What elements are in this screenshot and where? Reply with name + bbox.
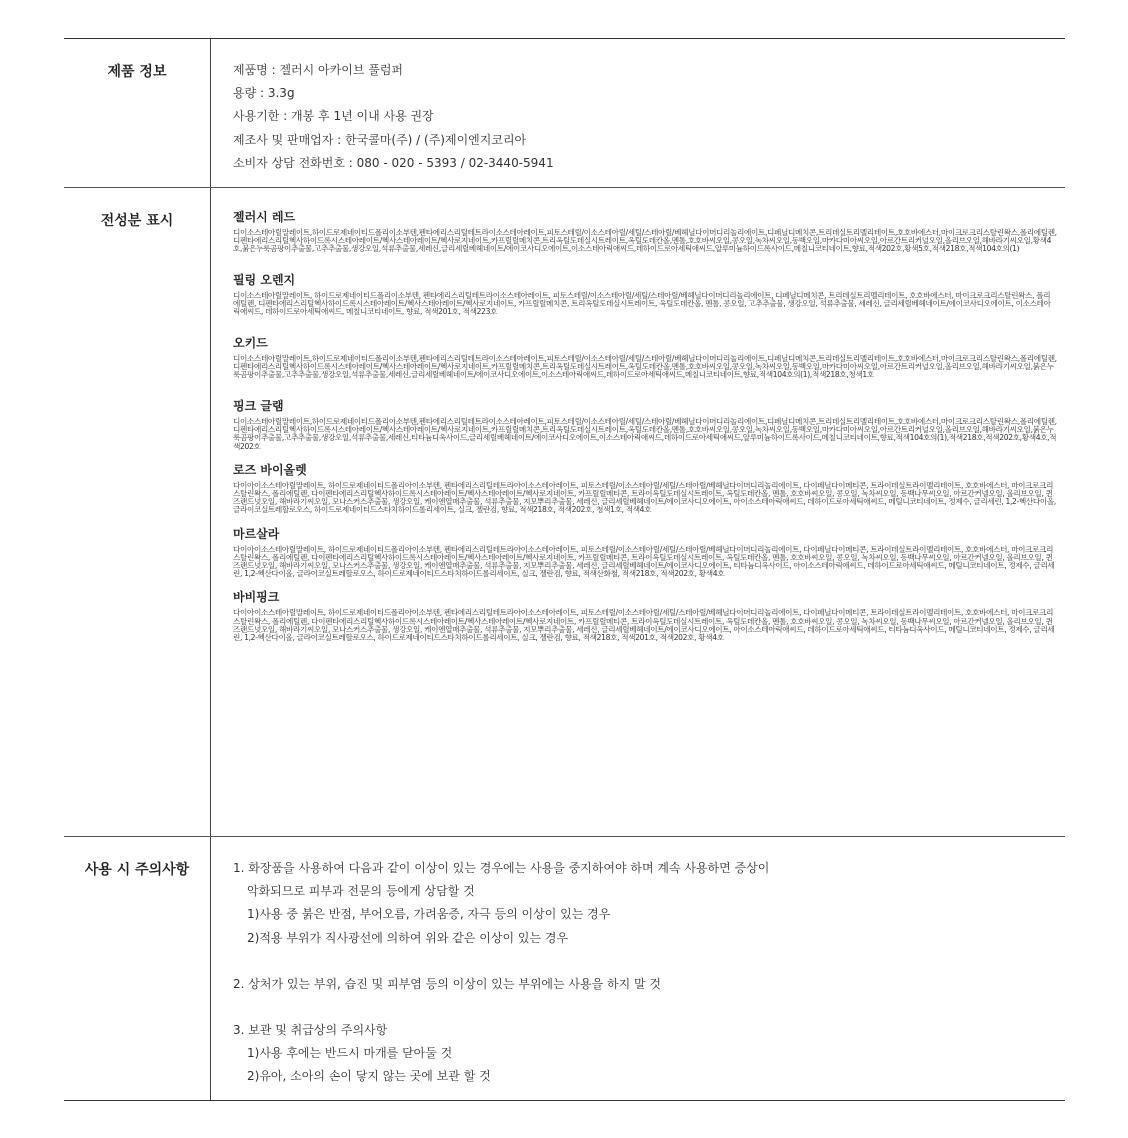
shade-ingredients: 다이아이소스테아릴말레이트, 하이드로제네이티드폴리아이소부텐, 펜타에리스리틸테트라아이소스테아레이트, 피토스테릴/이소스테아릴/세틸/스테아릴/베헤닐다이머디리놀리에이트, 다이페닐다이메티콘, 트라이데실트라이멜리테이트, 호호바에스터, 마이크로크리스탈린왁스, 폴리에틸렌, 다이펜타에리스리틸헥사하이드록시스테아레이트/헥사스테아레이트/헥사로지네이트, 카프릴릴메티콘, 트라이옥틸도데실시트레이트, 옥틸도데칸올, 멘톨, 호호바씨오일, 콩오일, 녹차씨오일, 동백나무씨오일, 아르간커넬오일, 올리브오일, 퀸즈랜드넛오일, 해바라기씨오일, 모나스커스추출물, 생강오일, 케이엔열매추출물, 석류추출물, 지모뿌리추출물, 세레신, 글리세릴베헤네이트/에이코사디오에이트, 아이소스테아릭애씨드, 데하이드로아세틱애씨드, 메틸니코티네이트, 정제수, 글리세린, 1,2-헥산다이올, 글라이코실트레할로오스, 하이드로제네이티드스타치하이드롤리세이트, 실크, 젤란검, 향료, 적색218호, 적색202호, 청색1호, 적색4호	[233, 480, 1056, 515]
ingredients-content	[211, 188, 1065, 836]
shade-name: 마르살라	[233, 526, 280, 541]
shade-name: 로즈 바이올렛	[233, 462, 307, 477]
caution-item-2: 2. 상처가 있는 부위, 습진 및 피부염 등의 이상이 있는 부위에는 사용을 하지 말 것	[233, 976, 662, 991]
product-name-line: 제품명 : 젤러시 아카이브 풀럼퍼	[233, 63, 403, 77]
shade-ingredients: 디이소스테아릴말레이트,하이드로제네이티드폴리이소부텐,펜타에리스리틸테트라이소스테아레이트,피토스테릴/이소스테아릴/세틸/스테아릴/베헤닐다이머디리놀리에이트,디페닐디메치콘,트리데실트리멜리테이트,호호바에스터,마이크로크리스탈린왁스,폴리에틸렌,디펜타에리스리틸헥사하이드록시스테아레이트/헥사스테아레이트/헥사로지네이트,카프릴릴메치콘,트리옥틸도데실시트레이트,옥틸도데칸올,멘톨,호호바씨오일,콩오일,녹차씨오일,동백오일,마카다미아씨오일,아르간트리커널오일,올리브오일,해바라기씨오일,붉은누룩곰팡이추출물,고추추출물,생강오일,석류추출물,세레신,글리세릴베헤네이트/에이코사디오에이트,이소스테아릭애씨드,데하이드로아세틱애씨드,메칠니코티네이트,향료,적색104호의(1),적색218호,청색1호	[233, 354, 1057, 380]
caution-item-1-sub-1: 1)사용 중 붉은 반점, 부어오름, 가려움증, 자극 등의 이상이 있는 경우	[247, 907, 611, 922]
spacer	[233, 950, 1057, 973]
shade-ingredients: 디이소스테아릴말레이트,하이드로제네이티드폴리이소부텐,펜타에리스리틸테트라이소스테아레이트,피토스테릴/이소스테아릴/세틸/스테아릴/베헤닐다이머디리놀리에이트,디페닐디메치콘,트리데실트리멜리테이트,호호바에스터,마이크로크리스탈린왁스,폴리에틸렌,디펜타에리스리틸헥사하이드록시스테아레이트/헥사스테아레이트/헥사로지네이트,카프릴릴메치콘,트리옥틸도데실시트레이트,옥틸도데칸올,멘톨,호호바씨오일,콩오일,녹차씨오일,동백오일,마카다미아씨오일,아르간트리커널오일,올리브오일,해바라기씨오일,붉은누룩곰팡이추출물,고추추출물,생강오일,석류추출물,세레신,티타늄디옥사이드,글리세릴베헤네이트/에이코사디오에이트,이소스테아릭애씨드,데하이드로아세틱애씨드,알루미늄하이드록사이드,메칠니코티네이트,향료,적색104호의(1),적색218호,적색202호,황색4호,적색202호	[233, 417, 1057, 451]
caution-item-3-sub-2: 2)유아, 소아의 손이 닿지 않는 곳에 보관 할 것	[247, 1069, 491, 1084]
product-info-table	[64, 38, 1065, 1101]
shade-name: 핑크 글램	[233, 399, 284, 413]
ingredients-label: 전성분 표시	[64, 188, 211, 836]
shade-name: 젤러시 레드	[233, 210, 296, 224]
caution-item-3-sub-1: 1)사용 후에는 반드시 마개를 닫아둘 것	[247, 1046, 453, 1061]
shade-name: 오키드	[233, 336, 268, 350]
ingredients-row	[64, 188, 1065, 837]
expiry-line: 사용기한 : 개봉 후 1년 이내 사용 권장	[233, 109, 434, 124]
cautions-label: 사용 시 주의사항	[64, 837, 211, 1100]
manufacturer-line: 제조사 및 판매업자 : 한국콜마(주) / (주)제이엔지코리아	[233, 132, 527, 147]
shade-ingredients: 다이아이소스테아릴말레이트, 하이드로제네이티드폴리아이소부텐, 펜타에리스리틸테트라아이소스테아레이트, 피토스테릴/이소스테아릴/세틸/스테아릴/베헤닐다이머디리놀리에이트, 다이페닐다이메티콘, 트라이데실트라이멜리테이트, 호호바에스터, 마이크로크리스탈린왁스, 폴리에틸렌, 다이펜타에리스리틸헥사하이드록시스테아레이트/헥사스테아레이트/헥사로지네이트, 카프릴릴메티콘, 트라이옥틸도데실시트레이트, 옥틸도데칸올, 멘톨, 호호바씨오일, 콩오일, 녹차씨오일, 동백나무씨오일, 아르간커넬오일, 올리브오일, 퀸즈랜드넛오일, 해바라기씨오일, 모나스커스추출물, 생강오일, 케이엔열매추출물, 석류추출물, 지모뿌리추출물, 세레신, 글리세릴베헤네이트/에이코사디오에이트, 아이소스테아릭애씨드, 데하이드로아세틱애씨드, 티타늄디옥사이드, 메틸니코티네이트, 정제수, 글리세린, 1,2-헥산다이올, 글라이코실트레할로오스, 하이드로제네이티드스타치하이드롤리세이트, 실크, 젤란검, 향료, 적색218호, 적색201호, 적색202호, 황색4호	[233, 608, 1055, 643]
caution-item-1-continuation: 악화되므로 피부과 전문의 등에게 상담할 것	[247, 884, 475, 899]
shade-block	[233, 209, 1057, 261]
shade-block	[233, 398, 1057, 451]
product-info-row	[64, 39, 1065, 188]
product-info-content	[211, 39, 1065, 187]
cautions-content	[211, 837, 1065, 1100]
shade-block	[233, 462, 1057, 515]
caution-item-1: 1. 화장품을 사용하여 다음과 같이 이상이 있는 경우에는 사용을 중지하여야 하며 계속 사용하면 증상이	[233, 861, 770, 875]
spacer	[233, 996, 1057, 1019]
shade-block	[233, 335, 1057, 387]
shade-name: 필링 오렌지	[233, 273, 296, 287]
shade-ingredients: 디이소스테아릴말레이트,하이드로제네이티드폴리이소부텐,펜타에리스리틸테트라이소스테아레이트,피토스테릴/이소스테아릴/세틸/스테아릴/베헤닐다이머디리놀리에이트,디페닐디메치콘,트리데실트리멜리테이트,호호바에스터,마이크로크리스탈린왁스,폴리에틸렌,디펜타에리스리틸헥사하이드록시스테아레이트/헥사스테아레이트/헥사로지네이트,카프릴릴메치콘,트리옥틸도데실시트레이트,옥틸도데칸올,멘톨,호호바씨오일,콩오일,녹차씨오일,동백오일,마카다미아씨오일,아르간트리커널오일,올리브오일,해바라기씨오일,황색4호,붉은누룩곰팡이추출물,고추추출물,생강오일,석류추출물,세레신,글리세릴베헤네이트/에이코사디오에이트,이소스테아릭애씨드,데하이드로아세틱애씨드,알루미늄하이드록사이드,메칠니코티네이트,향료,적색202호,황색5호,적색218호,적색104호의(1)	[233, 228, 1057, 254]
shade-ingredients: 디이소스테아릴말레이트, 하이드로제네이티드폴리이소부텐, 펜타에리스리틸테트라이소스테아레이트, 피토스테릴/이소스테아릴/세틸/스테아릴/베헤닐다이머디리놀리에이트, 디페닐디메치콘, 트리데실트리멜리테이트, 호호바에스터, 마이크로크리스탈린왁스, 폴리에틸렌, 디펜타에리스리틸헥사하이드록시스테아레이트/헥사스테아레이트/헥사로지네이트, 카프릴릴메치콘, 트리옥틸도데실시트레이트, 옥틸도데칸올, 멘톨, 콩오일, 고추추출물, 생강오일, 석류추출물, 세레신, 글리세릴베헤네이트/에이코사디오에이트, 이소스테아릭애씨드, 데하이드로아세틱애씨드, 메칠니코티네이트, 향료, 적색201호, 적색223호	[233, 291, 1051, 317]
cautions-row	[64, 837, 1065, 1100]
shade-block	[233, 526, 1057, 579]
shade-name: 바비핑크	[233, 590, 280, 605]
shade-ingredients: 다이아이소스테아릴말레이트, 하이드로제네이티드폴리아이소부텐, 펜타에리스리틸테트라아이소스테아레이트, 피토스테릴/이소스테아릴/세틸/스테아릴/베헤닐다이머디리놀리에이트, 다이페닐다이메티콘, 트라이데실트라이멜리테이트, 호호바에스터, 마이크로크리스탈린왁스, 폴리에틸렌, 다이펜타에리스리틸헥사하이드록시스테아레이트/헥사스테아레이트/헥사로지네이트, 카프릴릴메티콘, 트라이옥틸도데실시트레이트, 옥틸도데칸올, 멘톨, 호호바씨오일, 콩오일, 녹차씨오일, 동백나무씨오일, 아르간커넬오일, 올리브오일, 퀸즈랜드넛오일, 해바라기씨오일, 모나스커스추출물, 생강오일, 케이엔열매추출물, 석류추출물, 지모뿌리추출물, 세레신, 글리세릴베헤네이트/에이코사디오에이트, 티타늄디옥사이드, 아이소스테아릭애씨드, 데하이드로아세틱애씨드, 메틸니코티네이트, 정제수, 글리세린, 1,2-헥산다이올, 글라이코실트레할로오스, 하이드로제네이티드스타치하이드롤리세이트, 실크, 젤란검, 향료, 적색산화철, 적색218호, 적색202호, 황색4호	[233, 544, 1055, 579]
caution-item-3: 3. 보관 및 취급상의 주의사항	[233, 1023, 388, 1038]
caution-item-1-sub-2: 2)적용 부위가 직사광선에 의하여 위와 같은 이상이 있는 경우	[247, 930, 569, 945]
shade-block	[233, 272, 1057, 324]
shade-block	[233, 589, 1057, 642]
phone-line: 소비자 상담 전화번호 : 080 - 020 - 5393 / 02-3440-5941	[233, 155, 554, 170]
product-info-label: 제품 정보	[64, 39, 211, 187]
capacity-line: 용량 : 3.3g	[233, 86, 295, 101]
